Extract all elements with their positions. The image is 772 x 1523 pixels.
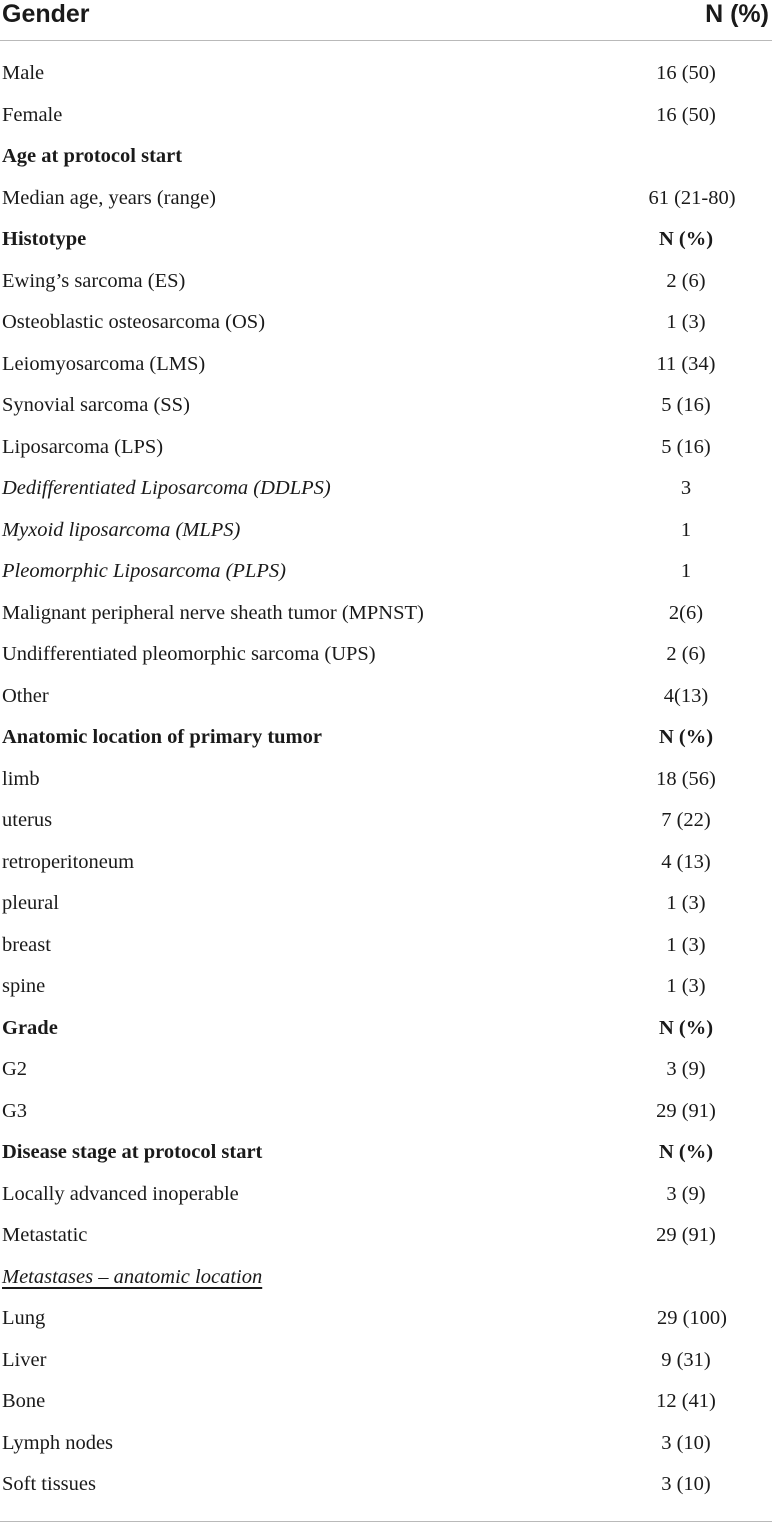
table-row	[0, 634, 772, 676]
row-label: Histotype	[2, 228, 87, 250]
row-value: 9 (31)	[661, 1348, 711, 1371]
row-value: 7 (22)	[661, 809, 711, 831]
table-row	[0, 95, 772, 137]
row-label: Soft tissues	[2, 1473, 96, 1495]
row-value: 4 (13)	[661, 850, 711, 873]
table-body	[0, 53, 772, 1506]
row-value: 1 (3)	[666, 933, 706, 956]
table-row	[0, 178, 772, 220]
row-label: Undifferentiated pleomorphic sarcoma (UPS)	[2, 643, 376, 665]
row-label: limb	[2, 767, 40, 790]
row-label: uterus	[2, 809, 53, 831]
row-label: breast	[2, 933, 51, 956]
row-value: 3	[680, 477, 692, 499]
row-value: N (%)	[658, 726, 714, 748]
section-row	[0, 1132, 772, 1174]
table-row	[0, 925, 772, 967]
row-value: 16 (50)	[656, 62, 716, 84]
row-label: Lymph nodes	[2, 1431, 114, 1454]
table-row	[0, 966, 772, 1008]
table-row	[0, 1298, 772, 1340]
table-row	[0, 1049, 772, 1091]
row-value: 3 (9)	[666, 1058, 706, 1080]
row-value: 11 (34)	[656, 352, 716, 375]
row-label: retroperitoneum	[2, 850, 135, 873]
section-row	[0, 136, 772, 178]
row-value: 3 (9)	[666, 1182, 706, 1205]
row-value: 29 (91)	[656, 1224, 716, 1246]
row-value: N (%)	[658, 228, 714, 250]
row-label: G3	[2, 1099, 28, 1122]
row-value: 3 (10)	[661, 1431, 711, 1454]
row-value: 2 (6)	[666, 269, 706, 292]
row-value: 29 (91)	[656, 1099, 716, 1122]
row-value: 1	[680, 518, 692, 541]
row-label: Grade	[2, 1016, 58, 1039]
header-value: N (%)	[705, 0, 769, 28]
table-row	[0, 468, 772, 510]
table-header	[0, 0, 772, 41]
table-row	[0, 1257, 772, 1299]
table-row	[0, 593, 772, 635]
section-row	[0, 219, 772, 261]
row-label: Anatomic location of primary tumor	[2, 726, 322, 748]
row-label: Dedifferentiated Liposarcoma (DDLPS)	[2, 477, 331, 499]
row-value: 16 (50)	[656, 103, 716, 126]
header-label: Gender	[2, 0, 90, 28]
row-label: Myxoid liposarcoma (MLPS)	[2, 518, 241, 541]
row-label: Leiomyosarcoma (LMS)	[2, 352, 206, 375]
row-value: 1 (3)	[666, 975, 706, 997]
table-row	[0, 427, 772, 469]
section-row	[0, 1008, 772, 1050]
row-label: Pleomorphic Liposarcoma (PLPS)	[2, 560, 286, 582]
row-label: Liposarcoma (LPS)	[2, 435, 164, 458]
row-label: spine	[2, 975, 46, 997]
row-label: Locally advanced inoperable	[2, 1182, 239, 1205]
row-label: Metastases – anatomic location	[2, 1265, 263, 1288]
row-value: N (%)	[658, 1141, 714, 1163]
row-value: 29 (100)	[656, 1307, 728, 1329]
row-value: N (%)	[658, 1016, 714, 1039]
row-label: Male	[2, 62, 45, 84]
row-value: 2 (6)	[666, 643, 706, 665]
row-value: 2(6)	[668, 601, 704, 624]
row-value: 1	[680, 560, 692, 582]
row-label: Osteoblastic osteosarcoma (OS)	[2, 311, 266, 333]
row-label: Lung	[2, 1307, 46, 1329]
row-value: 12 (41)	[656, 1390, 716, 1412]
table-row	[0, 344, 772, 386]
row-label: Liver	[2, 1348, 47, 1371]
row-label: Ewing’s sarcoma (ES)	[2, 269, 186, 292]
table-row	[0, 1091, 772, 1133]
table-row	[0, 676, 772, 718]
table-row	[0, 302, 772, 344]
table-row	[0, 842, 772, 884]
row-label: G2	[2, 1058, 28, 1080]
table-row	[0, 385, 772, 427]
row-value: 5 (16)	[661, 394, 711, 416]
row-value: 5 (16)	[661, 435, 711, 458]
table-row	[0, 1423, 772, 1465]
table-row	[0, 1340, 772, 1382]
row-value: 4(13)	[663, 684, 709, 707]
table-row	[0, 800, 772, 842]
row-value: 61 (21-80)	[648, 186, 736, 209]
table-row	[0, 510, 772, 552]
bottom-rule	[0, 1521, 772, 1522]
row-label: Age at protocol start	[2, 145, 183, 167]
table-row	[0, 551, 772, 593]
table-row	[0, 1464, 772, 1506]
table-row	[0, 1215, 772, 1257]
row-value: 1 (3)	[666, 892, 706, 914]
row-label: Median age, years (range)	[2, 186, 216, 209]
row-label: Disease stage at protocol start	[2, 1141, 263, 1163]
row-label: Malignant peripheral nerve sheath tumor (MPNST)	[2, 601, 424, 624]
row-value: 3 (10)	[661, 1473, 711, 1495]
table-row	[0, 1381, 772, 1423]
row-label: pleural	[2, 892, 59, 914]
row-label: Metastatic	[2, 1224, 88, 1246]
table-row	[0, 1174, 772, 1216]
row-value: 1 (3)	[666, 311, 706, 333]
row-label: Female	[2, 103, 63, 126]
row-label: Bone	[2, 1390, 46, 1412]
table-row	[0, 53, 772, 95]
row-label: Synovial sarcoma (SS)	[2, 394, 190, 416]
row-label: Other	[2, 684, 49, 707]
table-row	[0, 883, 772, 925]
row-value: 18 (56)	[656, 767, 716, 790]
table-row	[0, 261, 772, 303]
section-row	[0, 717, 772, 759]
table-row	[0, 759, 772, 801]
